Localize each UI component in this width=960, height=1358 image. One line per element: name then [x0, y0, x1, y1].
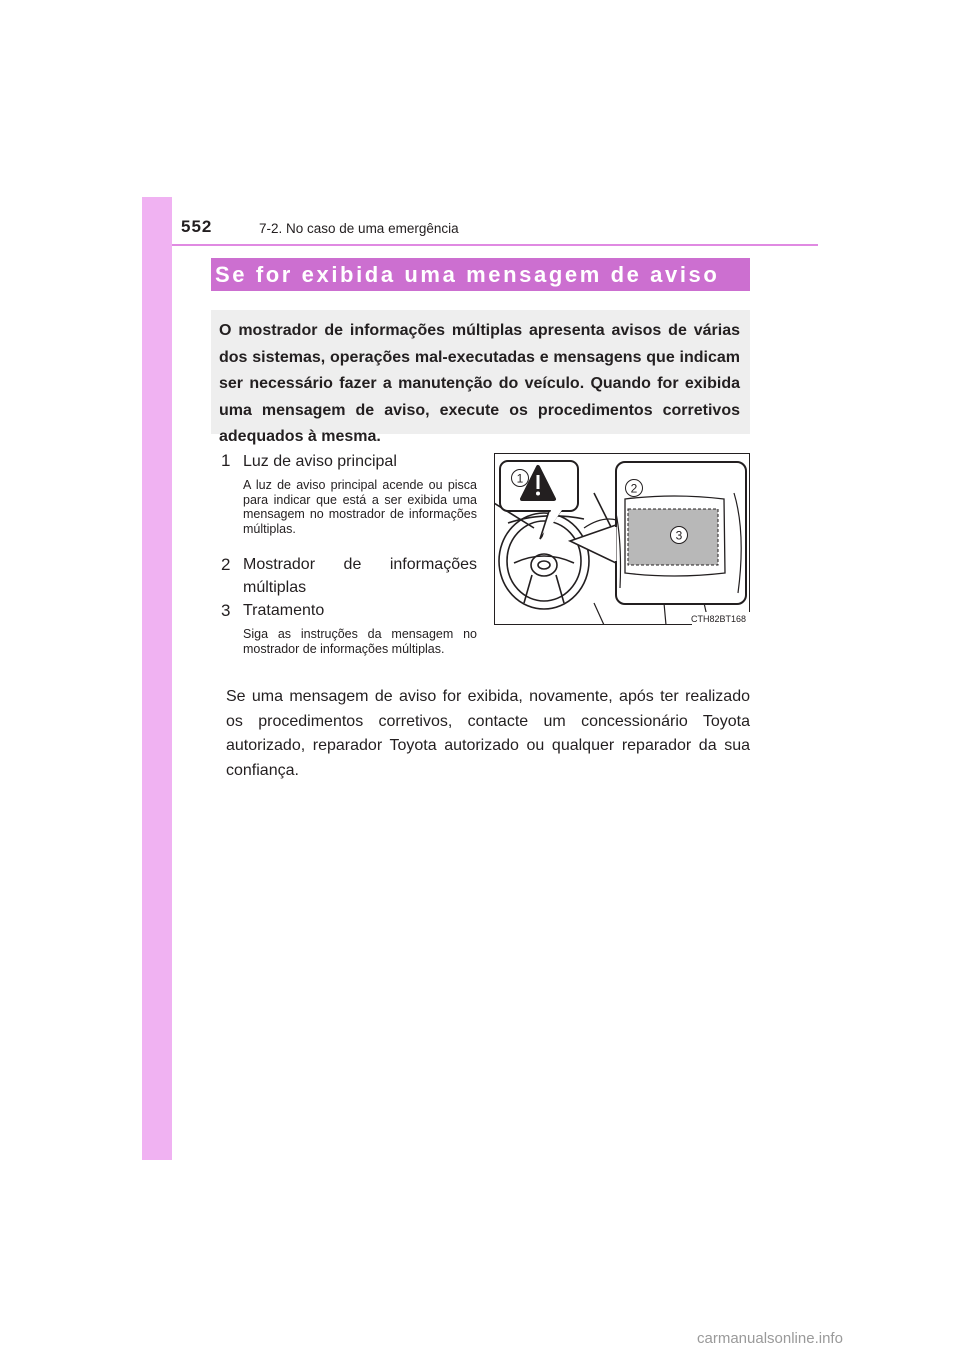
chapter-side-band — [142, 197, 172, 1160]
section-reference: 7-2. No caso de uma emergência — [259, 221, 459, 236]
callout-label-1: 1 — [516, 471, 524, 486]
item-2-number: 2 — [221, 555, 231, 574]
intro-text: O mostrador de informações múltiplas apresenta avisos de várias dos sistemas, operações mal-executadas e mensagens que indicam ser necessário fazer a manutenção do veículo. Quando for exibida uma mensagem de aviso, execute os procedimentos corretivos adequados à mesma. — [219, 322, 740, 445]
page-number: 552 — [181, 217, 213, 236]
callout-label-2: 2 — [630, 481, 638, 496]
dashboard-illustration — [494, 453, 750, 625]
item-3-title: Tratamento — [243, 602, 325, 619]
figure-code: CTH82BT168 — [690, 614, 746, 624]
watermark-text: carmanualsonline.info — [697, 1330, 843, 1347]
item-3-description: Siga as instruções da mensagem no mostrador de informações múltiplas. — [243, 627, 477, 656]
header-divider — [172, 244, 818, 246]
item-3-number: 3 — [221, 601, 231, 620]
item-1-number: 1 — [221, 451, 231, 470]
callout-label-3: 3 — [675, 528, 683, 543]
item-2-title: Mostrador de informações múltiplas — [243, 556, 477, 596]
item-1-title: Luz de aviso principal — [243, 453, 397, 470]
closing-paragraph: Se uma mensagem de aviso for exibida, novamente, após ter realizado os procedimentos corretivos, contacte um concessionário Toyota autorizado, reparador Toyota autorizado ou qualquer reparador da sua confiança. — [226, 688, 750, 779]
section-heading: Se for exibida uma mensagem de aviso — [215, 262, 720, 287]
item-1-description: A luz de aviso principal acende ou pisca para indicar que está a ser exibida uma mensagem no mostrador de informações múltiplas. — [243, 478, 477, 536]
